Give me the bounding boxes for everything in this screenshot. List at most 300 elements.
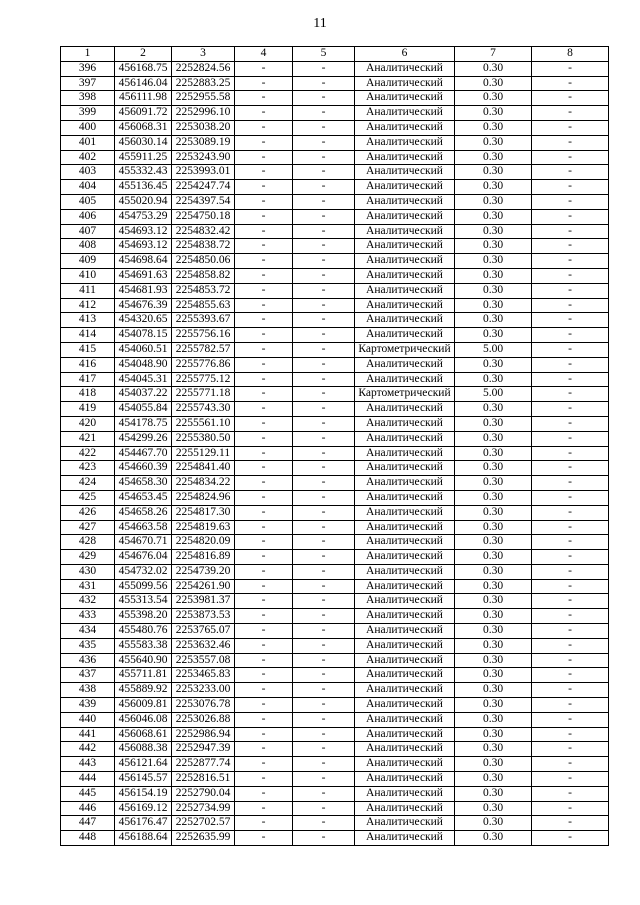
col4-cell: - bbox=[235, 653, 293, 668]
x-coordinate-cell: 454691.63 bbox=[115, 268, 172, 283]
column-header: 5 bbox=[293, 47, 355, 62]
x-coordinate-cell: 455313.54 bbox=[115, 594, 172, 609]
accuracy-cell: 0.30 bbox=[455, 505, 532, 520]
col5-cell: - bbox=[293, 402, 355, 417]
col4-cell: - bbox=[235, 372, 293, 387]
col8-cell: - bbox=[532, 76, 609, 91]
table-row bbox=[61, 357, 609, 372]
col8-cell: - bbox=[532, 786, 609, 801]
x-coordinate-cell: 455020.94 bbox=[115, 194, 172, 209]
y-coordinate-cell: 2253557.08 bbox=[172, 653, 235, 668]
page-number: 11 bbox=[313, 16, 327, 31]
col4-cell: - bbox=[235, 357, 293, 372]
y-coordinate-cell: 2253873.53 bbox=[172, 609, 235, 624]
col5-cell: - bbox=[293, 564, 355, 579]
column-header: 2 bbox=[115, 47, 172, 62]
col4-cell: - bbox=[235, 490, 293, 505]
col5-cell: - bbox=[293, 461, 355, 476]
method-cell: Аналитический bbox=[355, 76, 455, 91]
point-number-cell: 411 bbox=[61, 283, 115, 298]
table-row bbox=[61, 638, 609, 653]
col8-cell: - bbox=[532, 727, 609, 742]
method-cell: Аналитический bbox=[355, 624, 455, 639]
point-number-cell: 428 bbox=[61, 535, 115, 550]
table-row bbox=[61, 683, 609, 698]
col5-cell: - bbox=[293, 520, 355, 535]
table-row bbox=[61, 461, 609, 476]
x-coordinate-cell: 454653.45 bbox=[115, 490, 172, 505]
y-coordinate-cell: 2254832.42 bbox=[172, 224, 235, 239]
col5-cell: - bbox=[293, 594, 355, 609]
method-cell: Аналитический bbox=[355, 727, 455, 742]
col4-cell: - bbox=[235, 254, 293, 269]
col5-cell: - bbox=[293, 313, 355, 328]
table-row bbox=[61, 283, 609, 298]
method-cell: Аналитический bbox=[355, 594, 455, 609]
col8-cell: - bbox=[532, 609, 609, 624]
y-coordinate-cell: 2254855.63 bbox=[172, 298, 235, 313]
col8-cell: - bbox=[532, 431, 609, 446]
col5-cell: - bbox=[293, 254, 355, 269]
coordinates-table bbox=[60, 46, 609, 846]
col4-cell: - bbox=[235, 61, 293, 76]
method-cell: Аналитический bbox=[355, 135, 455, 150]
accuracy-cell: 0.30 bbox=[455, 91, 532, 106]
x-coordinate-cell: 456088.38 bbox=[115, 742, 172, 757]
x-coordinate-cell: 454178.75 bbox=[115, 416, 172, 431]
method-cell: Картометрический bbox=[355, 387, 455, 402]
point-number-cell: 432 bbox=[61, 594, 115, 609]
y-coordinate-cell: 2254247.74 bbox=[172, 180, 235, 195]
y-coordinate-cell: 2255756.16 bbox=[172, 328, 235, 343]
table-row bbox=[61, 742, 609, 757]
col5-cell: - bbox=[293, 653, 355, 668]
col5-cell: - bbox=[293, 683, 355, 698]
col4-cell: - bbox=[235, 727, 293, 742]
method-cell: Аналитический bbox=[355, 461, 455, 476]
accuracy-cell: 0.30 bbox=[455, 653, 532, 668]
point-number-cell: 443 bbox=[61, 757, 115, 772]
col4-cell: - bbox=[235, 698, 293, 713]
col8-cell: - bbox=[532, 742, 609, 757]
x-coordinate-cell: 454670.71 bbox=[115, 535, 172, 550]
x-coordinate-cell: 455583.38 bbox=[115, 638, 172, 653]
table-row bbox=[61, 535, 609, 550]
accuracy-cell: 0.30 bbox=[455, 239, 532, 254]
method-cell: Аналитический bbox=[355, 194, 455, 209]
col5-cell: - bbox=[293, 609, 355, 624]
accuracy-cell: 0.30 bbox=[455, 742, 532, 757]
x-coordinate-cell: 455332.43 bbox=[115, 165, 172, 180]
x-coordinate-cell: 454467.70 bbox=[115, 446, 172, 461]
col5-cell: - bbox=[293, 727, 355, 742]
accuracy-cell: 0.30 bbox=[455, 76, 532, 91]
point-number-cell: 413 bbox=[61, 313, 115, 328]
point-number-cell: 445 bbox=[61, 786, 115, 801]
accuracy-cell: 0.30 bbox=[455, 624, 532, 639]
column-header: 8 bbox=[532, 47, 609, 62]
accuracy-cell: 0.30 bbox=[455, 106, 532, 121]
method-cell: Аналитический bbox=[355, 416, 455, 431]
x-coordinate-cell: 454320.65 bbox=[115, 313, 172, 328]
y-coordinate-cell: 2254820.09 bbox=[172, 535, 235, 550]
col8-cell: - bbox=[532, 209, 609, 224]
y-coordinate-cell: 2252883.25 bbox=[172, 76, 235, 91]
col5-cell: - bbox=[293, 624, 355, 639]
col4-cell: - bbox=[235, 535, 293, 550]
accuracy-cell: 0.30 bbox=[455, 254, 532, 269]
method-cell: Аналитический bbox=[355, 106, 455, 121]
table-header-row bbox=[61, 47, 609, 62]
y-coordinate-cell: 2253233.00 bbox=[172, 683, 235, 698]
y-coordinate-cell: 2254858.82 bbox=[172, 268, 235, 283]
col4-cell: - bbox=[235, 476, 293, 491]
point-number-cell: 398 bbox=[61, 91, 115, 106]
y-coordinate-cell: 2254397.54 bbox=[172, 194, 235, 209]
y-coordinate-cell: 2253465.83 bbox=[172, 668, 235, 683]
method-cell: Аналитический bbox=[355, 357, 455, 372]
accuracy-cell: 0.30 bbox=[455, 594, 532, 609]
point-number-cell: 419 bbox=[61, 402, 115, 417]
col8-cell: - bbox=[532, 224, 609, 239]
accuracy-cell: 0.30 bbox=[455, 120, 532, 135]
x-coordinate-cell: 454681.93 bbox=[115, 283, 172, 298]
y-coordinate-cell: 2255393.67 bbox=[172, 313, 235, 328]
point-number-cell: 425 bbox=[61, 490, 115, 505]
col5-cell: - bbox=[293, 372, 355, 387]
accuracy-cell: 0.30 bbox=[455, 772, 532, 787]
col8-cell: - bbox=[532, 490, 609, 505]
table-row bbox=[61, 476, 609, 491]
table-row bbox=[61, 313, 609, 328]
accuracy-cell: 0.30 bbox=[455, 224, 532, 239]
col5-cell: - bbox=[293, 91, 355, 106]
method-cell: Аналитический bbox=[355, 772, 455, 787]
col4-cell: - bbox=[235, 91, 293, 106]
point-number-cell: 427 bbox=[61, 520, 115, 535]
y-coordinate-cell: 2254817.30 bbox=[172, 505, 235, 520]
point-number-cell: 431 bbox=[61, 579, 115, 594]
accuracy-cell: 0.30 bbox=[455, 712, 532, 727]
table-row bbox=[61, 254, 609, 269]
col8-cell: - bbox=[532, 757, 609, 772]
point-number-cell: 414 bbox=[61, 328, 115, 343]
accuracy-cell: 0.30 bbox=[455, 209, 532, 224]
col4-cell: - bbox=[235, 786, 293, 801]
col8-cell: - bbox=[532, 254, 609, 269]
x-coordinate-cell: 455889.92 bbox=[115, 683, 172, 698]
y-coordinate-cell: 2252702.57 bbox=[172, 816, 235, 831]
col5-cell: - bbox=[293, 194, 355, 209]
y-coordinate-cell: 2255771.18 bbox=[172, 387, 235, 402]
col4-cell: - bbox=[235, 180, 293, 195]
y-coordinate-cell: 2252790.04 bbox=[172, 786, 235, 801]
point-number-cell: 420 bbox=[61, 416, 115, 431]
method-cell: Аналитический bbox=[355, 653, 455, 668]
y-coordinate-cell: 2254750.18 bbox=[172, 209, 235, 224]
y-coordinate-cell: 2253089.19 bbox=[172, 135, 235, 150]
col5-cell: - bbox=[293, 298, 355, 313]
table-row bbox=[61, 594, 609, 609]
method-cell: Аналитический bbox=[355, 609, 455, 624]
method-cell: Аналитический bbox=[355, 150, 455, 165]
x-coordinate-cell: 454698.64 bbox=[115, 254, 172, 269]
accuracy-cell: 0.30 bbox=[455, 698, 532, 713]
table-row bbox=[61, 831, 609, 846]
point-number-cell: 440 bbox=[61, 712, 115, 727]
point-number-cell: 435 bbox=[61, 638, 115, 653]
accuracy-cell: 0.30 bbox=[455, 757, 532, 772]
table-row bbox=[61, 402, 609, 417]
table-row bbox=[61, 727, 609, 742]
point-number-cell: 434 bbox=[61, 624, 115, 639]
point-number-cell: 433 bbox=[61, 609, 115, 624]
col8-cell: - bbox=[532, 461, 609, 476]
col8-cell: - bbox=[532, 194, 609, 209]
method-cell: Аналитический bbox=[355, 254, 455, 269]
col4-cell: - bbox=[235, 550, 293, 565]
y-coordinate-cell: 2253993.01 bbox=[172, 165, 235, 180]
accuracy-cell: 0.30 bbox=[455, 476, 532, 491]
col8-cell: - bbox=[532, 268, 609, 283]
x-coordinate-cell: 454676.04 bbox=[115, 550, 172, 565]
point-number-cell: 429 bbox=[61, 550, 115, 565]
col4-cell: - bbox=[235, 609, 293, 624]
y-coordinate-cell: 2254739.20 bbox=[172, 564, 235, 579]
y-coordinate-cell: 2252996.10 bbox=[172, 106, 235, 121]
y-coordinate-cell: 2254819.63 bbox=[172, 520, 235, 535]
col8-cell: - bbox=[532, 653, 609, 668]
table-row bbox=[61, 61, 609, 76]
y-coordinate-cell: 2253076.78 bbox=[172, 698, 235, 713]
x-coordinate-cell: 454660.39 bbox=[115, 461, 172, 476]
col8-cell: - bbox=[532, 416, 609, 431]
x-coordinate-cell: 454676.39 bbox=[115, 298, 172, 313]
table-row bbox=[61, 298, 609, 313]
x-coordinate-cell: 454299.26 bbox=[115, 431, 172, 446]
x-coordinate-cell: 454658.26 bbox=[115, 505, 172, 520]
accuracy-cell: 0.30 bbox=[455, 446, 532, 461]
col4-cell: - bbox=[235, 431, 293, 446]
table-row bbox=[61, 120, 609, 135]
accuracy-cell: 0.30 bbox=[455, 372, 532, 387]
accuracy-cell: 0.30 bbox=[455, 194, 532, 209]
x-coordinate-cell: 455640.90 bbox=[115, 653, 172, 668]
method-cell: Аналитический bbox=[355, 742, 455, 757]
table-row bbox=[61, 135, 609, 150]
accuracy-cell: 0.30 bbox=[455, 816, 532, 831]
col8-cell: - bbox=[532, 520, 609, 535]
accuracy-cell: 0.30 bbox=[455, 357, 532, 372]
method-cell: Аналитический bbox=[355, 535, 455, 550]
col8-cell: - bbox=[532, 476, 609, 491]
col5-cell: - bbox=[293, 61, 355, 76]
col5-cell: - bbox=[293, 150, 355, 165]
method-cell: Аналитический bbox=[355, 520, 455, 535]
col8-cell: - bbox=[532, 564, 609, 579]
col8-cell: - bbox=[532, 313, 609, 328]
col4-cell: - bbox=[235, 712, 293, 727]
col8-cell: - bbox=[532, 624, 609, 639]
table-row bbox=[61, 624, 609, 639]
col5-cell: - bbox=[293, 387, 355, 402]
col8-cell: - bbox=[532, 106, 609, 121]
col4-cell: - bbox=[235, 801, 293, 816]
col5-cell: - bbox=[293, 476, 355, 491]
col5-cell: - bbox=[293, 757, 355, 772]
col4-cell: - bbox=[235, 757, 293, 772]
point-number-cell: 447 bbox=[61, 816, 115, 831]
point-number-cell: 421 bbox=[61, 431, 115, 446]
x-coordinate-cell: 455398.20 bbox=[115, 609, 172, 624]
col4-cell: - bbox=[235, 564, 293, 579]
col8-cell: - bbox=[532, 801, 609, 816]
col4-cell: - bbox=[235, 505, 293, 520]
point-number-cell: 408 bbox=[61, 239, 115, 254]
point-number-cell: 406 bbox=[61, 209, 115, 224]
point-number-cell: 416 bbox=[61, 357, 115, 372]
y-coordinate-cell: 2255776.86 bbox=[172, 357, 235, 372]
point-number-cell: 402 bbox=[61, 150, 115, 165]
x-coordinate-cell: 454693.12 bbox=[115, 224, 172, 239]
point-number-cell: 404 bbox=[61, 180, 115, 195]
x-coordinate-cell: 456030.14 bbox=[115, 135, 172, 150]
y-coordinate-cell: 2252947.39 bbox=[172, 742, 235, 757]
method-cell: Аналитический bbox=[355, 372, 455, 387]
col5-cell: - bbox=[293, 135, 355, 150]
accuracy-cell: 0.30 bbox=[455, 283, 532, 298]
col4-cell: - bbox=[235, 328, 293, 343]
method-cell: Аналитический bbox=[355, 801, 455, 816]
point-number-cell: 448 bbox=[61, 831, 115, 846]
col4-cell: - bbox=[235, 402, 293, 417]
table-row bbox=[61, 801, 609, 816]
col5-cell: - bbox=[293, 831, 355, 846]
col4-cell: - bbox=[235, 76, 293, 91]
y-coordinate-cell: 2252816.51 bbox=[172, 772, 235, 787]
col4-cell: - bbox=[235, 638, 293, 653]
col4-cell: - bbox=[235, 150, 293, 165]
y-coordinate-cell: 2255782.57 bbox=[172, 342, 235, 357]
accuracy-cell: 0.30 bbox=[455, 180, 532, 195]
x-coordinate-cell: 456068.61 bbox=[115, 727, 172, 742]
table-row bbox=[61, 416, 609, 431]
method-cell: Аналитический bbox=[355, 505, 455, 520]
x-coordinate-cell: 456111.98 bbox=[115, 91, 172, 106]
col5-cell: - bbox=[293, 165, 355, 180]
point-number-cell: 410 bbox=[61, 268, 115, 283]
point-number-cell: 423 bbox=[61, 461, 115, 476]
col5-cell: - bbox=[293, 357, 355, 372]
method-cell: Аналитический bbox=[355, 268, 455, 283]
x-coordinate-cell: 454658.30 bbox=[115, 476, 172, 491]
col4-cell: - bbox=[235, 298, 293, 313]
method-cell: Аналитический bbox=[355, 431, 455, 446]
y-coordinate-cell: 2255743.30 bbox=[172, 402, 235, 417]
accuracy-cell: 0.30 bbox=[455, 313, 532, 328]
method-cell: Аналитический bbox=[355, 550, 455, 565]
col5-cell: - bbox=[293, 342, 355, 357]
x-coordinate-cell: 456169.12 bbox=[115, 801, 172, 816]
y-coordinate-cell: 2254816.89 bbox=[172, 550, 235, 565]
x-coordinate-cell: 456146.04 bbox=[115, 76, 172, 91]
method-cell: Картометрический bbox=[355, 342, 455, 357]
table-row bbox=[61, 106, 609, 121]
accuracy-cell: 0.30 bbox=[455, 431, 532, 446]
point-number-cell: 426 bbox=[61, 505, 115, 520]
y-coordinate-cell: 2254841.40 bbox=[172, 461, 235, 476]
table-row bbox=[61, 757, 609, 772]
accuracy-cell: 0.30 bbox=[455, 638, 532, 653]
col8-cell: - bbox=[532, 505, 609, 520]
col4-cell: - bbox=[235, 387, 293, 402]
method-cell: Аналитический bbox=[355, 298, 455, 313]
col8-cell: - bbox=[532, 712, 609, 727]
col4-cell: - bbox=[235, 283, 293, 298]
col4-cell: - bbox=[235, 313, 293, 328]
col5-cell: - bbox=[293, 801, 355, 816]
col5-cell: - bbox=[293, 698, 355, 713]
col4-cell: - bbox=[235, 831, 293, 846]
accuracy-cell: 0.30 bbox=[455, 683, 532, 698]
method-cell: Аналитический bbox=[355, 446, 455, 461]
point-number-cell: 438 bbox=[61, 683, 115, 698]
col4-cell: - bbox=[235, 772, 293, 787]
col8-cell: - bbox=[532, 61, 609, 76]
column-header: 1 bbox=[61, 47, 115, 62]
column-header: 4 bbox=[235, 47, 293, 62]
col5-cell: - bbox=[293, 76, 355, 91]
y-coordinate-cell: 2254824.96 bbox=[172, 490, 235, 505]
method-cell: Аналитический bbox=[355, 283, 455, 298]
col5-cell: - bbox=[293, 712, 355, 727]
col4-cell: - bbox=[235, 683, 293, 698]
accuracy-cell: 0.30 bbox=[455, 579, 532, 594]
accuracy-cell: 0.30 bbox=[455, 668, 532, 683]
accuracy-cell: 0.30 bbox=[455, 801, 532, 816]
table-row bbox=[61, 520, 609, 535]
col4-cell: - bbox=[235, 624, 293, 639]
point-number-cell: 418 bbox=[61, 387, 115, 402]
point-number-cell: 399 bbox=[61, 106, 115, 121]
method-cell: Аналитический bbox=[355, 831, 455, 846]
y-coordinate-cell: 2252877.74 bbox=[172, 757, 235, 772]
col8-cell: - bbox=[532, 342, 609, 357]
accuracy-cell: 5.00 bbox=[455, 387, 532, 402]
col4-cell: - bbox=[235, 120, 293, 135]
col8-cell: - bbox=[532, 550, 609, 565]
point-number-cell: 403 bbox=[61, 165, 115, 180]
y-coordinate-cell: 2252635.99 bbox=[172, 831, 235, 846]
method-cell: Аналитический bbox=[355, 712, 455, 727]
table-row bbox=[61, 446, 609, 461]
col4-cell: - bbox=[235, 594, 293, 609]
table-body bbox=[61, 47, 609, 846]
col4-cell: - bbox=[235, 342, 293, 357]
col8-cell: - bbox=[532, 446, 609, 461]
x-coordinate-cell: 455099.56 bbox=[115, 579, 172, 594]
point-number-cell: 400 bbox=[61, 120, 115, 135]
col8-cell: - bbox=[532, 594, 609, 609]
method-cell: Аналитический bbox=[355, 165, 455, 180]
x-coordinate-cell: 454060.51 bbox=[115, 342, 172, 357]
accuracy-cell: 0.30 bbox=[455, 786, 532, 801]
point-number-cell: 439 bbox=[61, 698, 115, 713]
y-coordinate-cell: 2255380.50 bbox=[172, 431, 235, 446]
x-coordinate-cell: 456188.64 bbox=[115, 831, 172, 846]
method-cell: Аналитический bbox=[355, 490, 455, 505]
x-coordinate-cell: 456168.75 bbox=[115, 61, 172, 76]
